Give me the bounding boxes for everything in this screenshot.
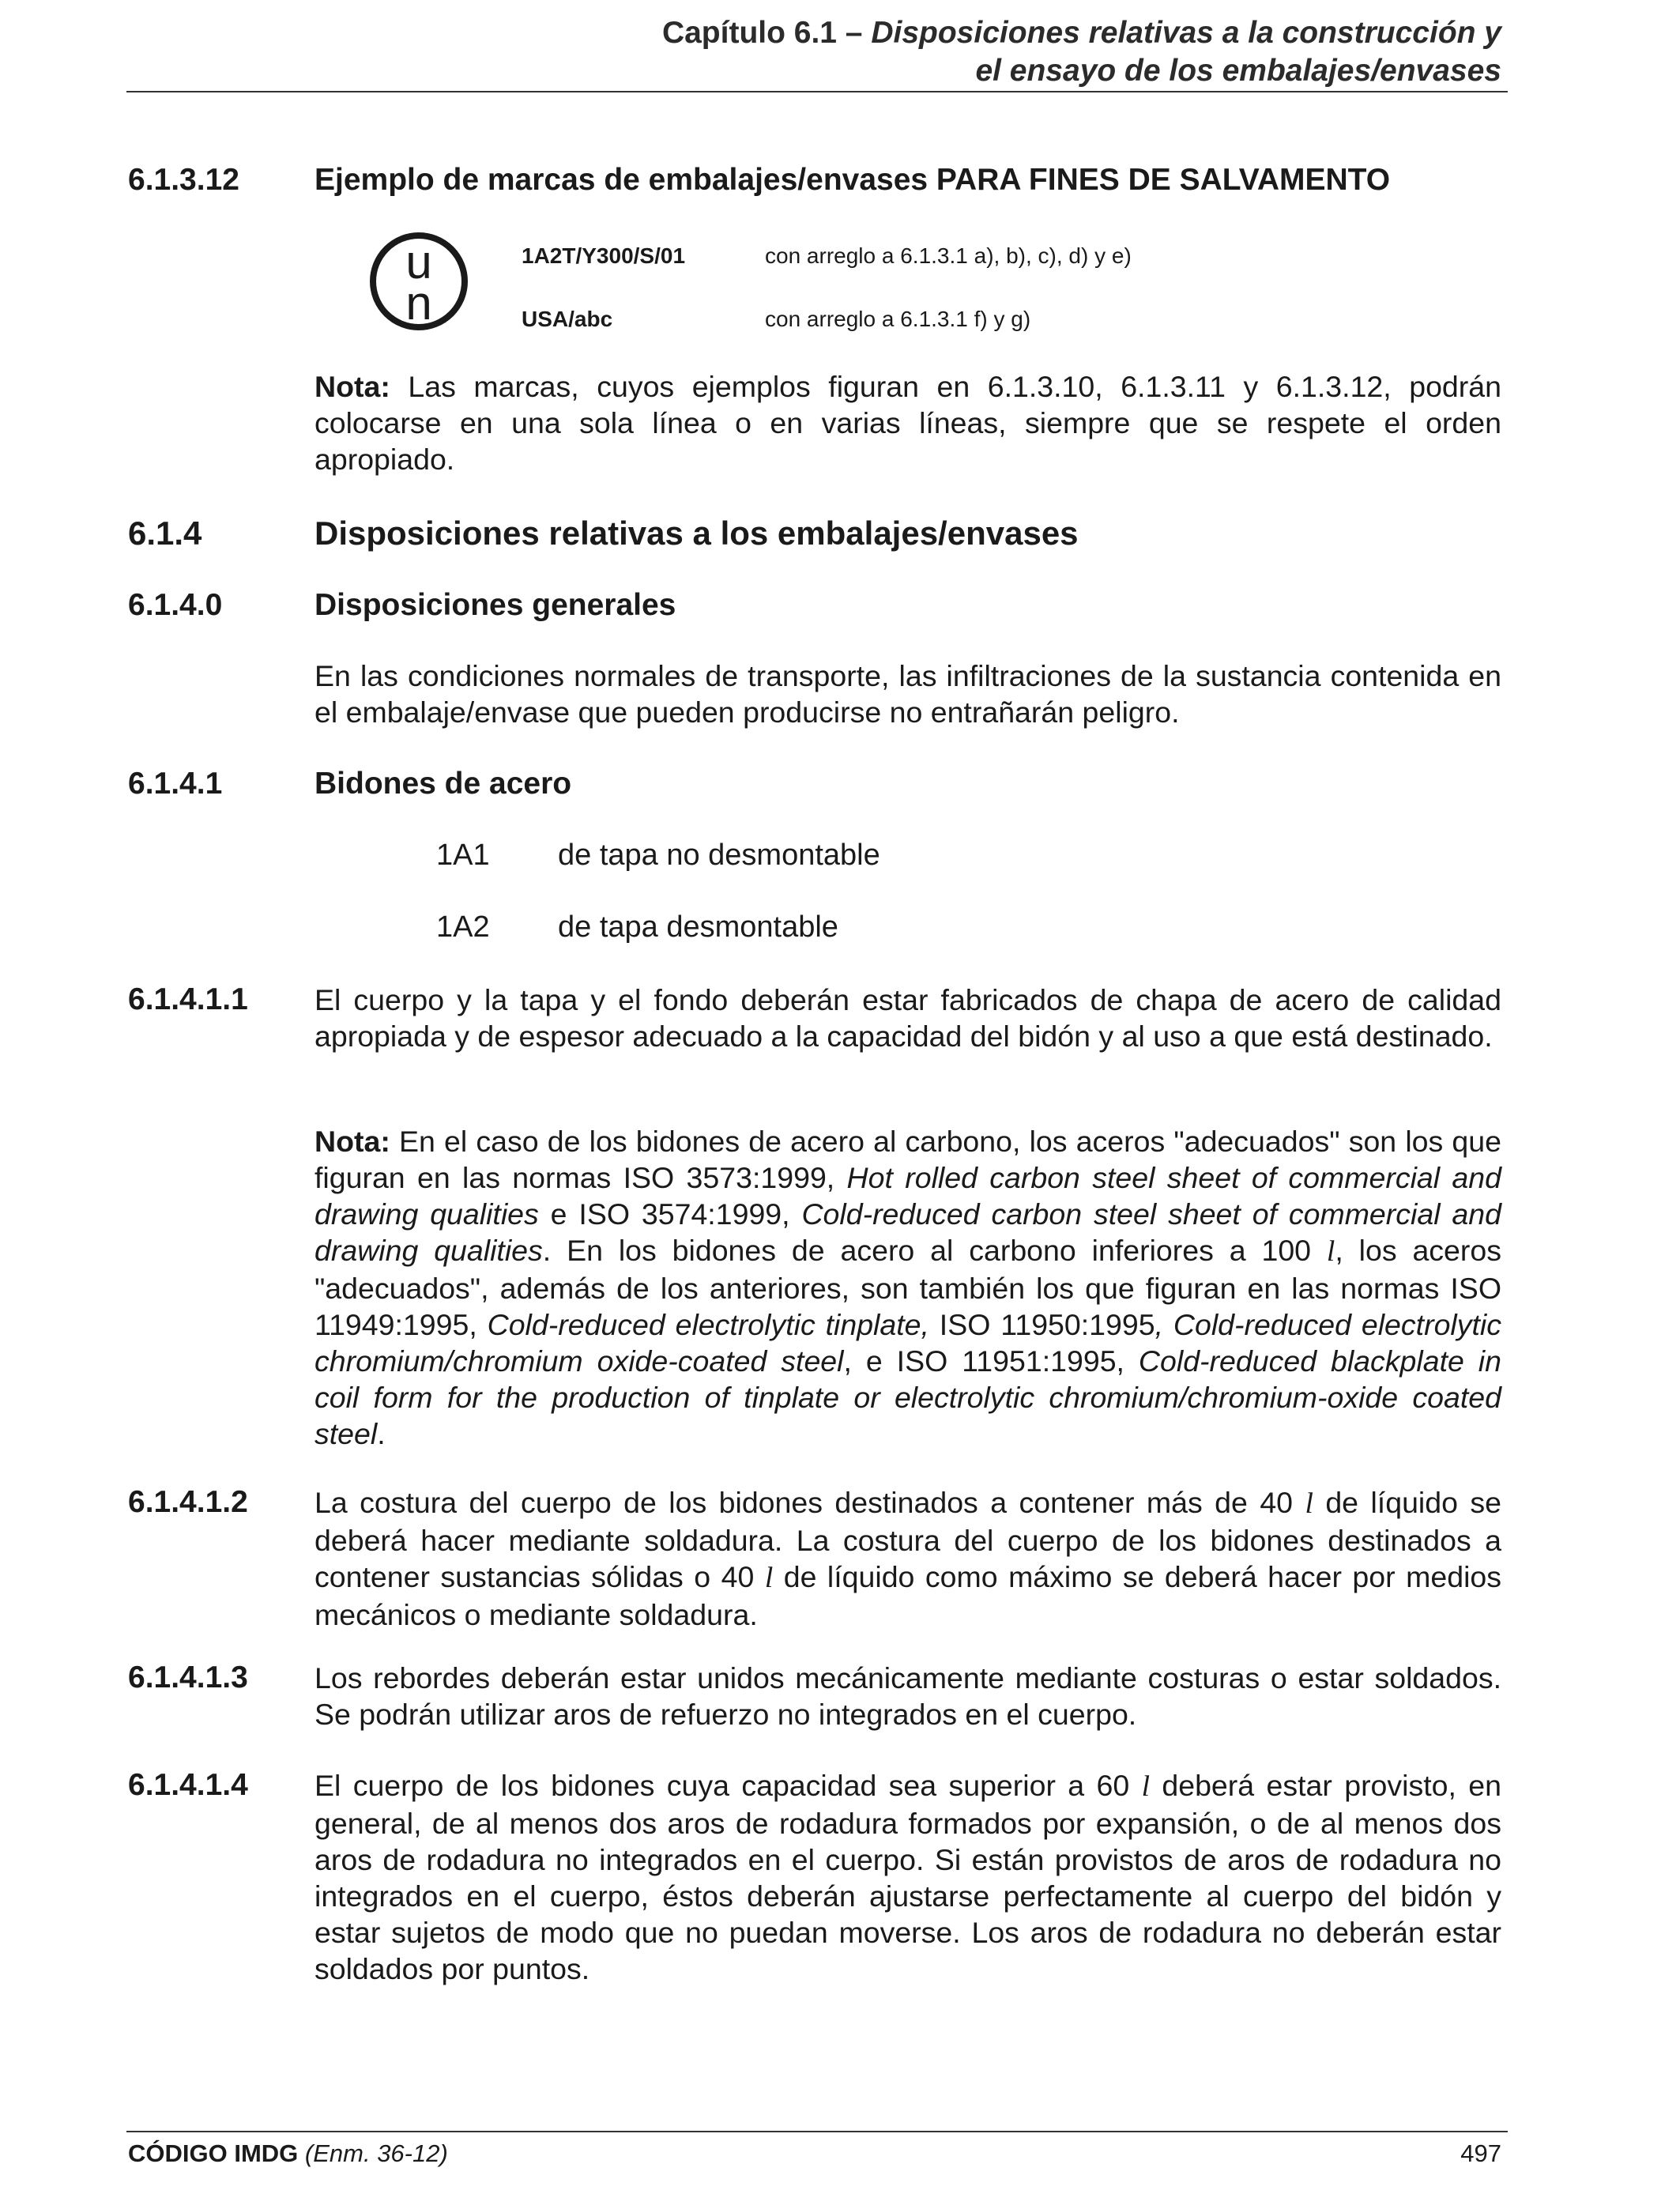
paragraph: Los rebordes deberán estar unidos mecánicamente mediante costuras o estar soldados. Se podrán utilizar aros de refuerzo no integrados en el cuerpo.	[315, 1661, 1501, 1731]
paragraph: El cuerpo y la tapa y el fondo deberán estar fabricados de chapa de acero de calidad apropiada y de espesor adecuado a la capacidad del bidón y al uso a que está destinado.	[315, 983, 1501, 1053]
section-title: Ejemplo de marcas de embalajes/envases PARA FINES DE SALVAMENTO	[315, 163, 1391, 197]
drum-type-description: de tapa desmontable	[558, 910, 838, 944]
section-number: 6.1.4.0	[128, 588, 223, 622]
footer-source: CÓDIGO IMDG (Enm. 36-12)	[128, 2139, 448, 2167]
mark-code: 1A2T/Y300/S/01	[522, 243, 686, 268]
paragraph: En las condiciones normales de transporte, las infiltraciones de la sustancia contenida en el embalaje/envase que pueden producirse no entrañarán peligro.	[315, 659, 1501, 729]
section-number: 6.1.4.1.2	[128, 1485, 248, 1519]
drum-type-code: 1A2	[436, 910, 490, 944]
running-header	[662, 14, 1501, 90]
header-rule	[126, 91, 1508, 92]
section-number: 6.1.4	[128, 515, 202, 552]
section-title: Disposiciones generales	[315, 588, 676, 622]
section-number: 6.1.4.1.4	[128, 1768, 248, 1802]
header-line-1: Capítulo 6.1 – Disposiciones relativas a la construcción y	[661, 16, 1501, 50]
header-line-2: el ensayo de los embalajes/envases	[975, 54, 1501, 88]
un-symbol-upper-letter: u	[405, 236, 432, 288]
paragraph: La costura del cuerpo de los bidones destinados a contener más de 40 l de líquido se deberá hacer mediante soldadura. La costura del cuerpo de los bidones destinados a contener sustancias sólidas o 40 l de líquido como máximo se deberá hacer por medios mecánicos o mediante soldadura.	[315, 1486, 1502, 1631]
un-symbol-lower-letter: n	[405, 277, 432, 330]
note-paragraph: Nota: Las marcas, cuyos ejemplos figuran en 6.1.3.10, 6.1.3.11 y 6.1.3.12, podrán colocarse en una sola línea o en varias líneas, siempre que se respete el orden apropiado.	[315, 370, 1501, 476]
mark-code: USA/abc	[522, 307, 613, 331]
section-title: Disposiciones relativas a los embalajes/envases	[315, 515, 1079, 552]
drum-type-description: de tapa no desmontable	[558, 839, 880, 872]
mark-description: con arreglo a 6.1.3.1 a), b), c), d) y e)	[765, 243, 1132, 268]
section-number: 6.1.4.1.3	[128, 1661, 248, 1695]
section-number: 6.1.4.1.1	[128, 982, 248, 1016]
page-number: 497	[1460, 2139, 1501, 2167]
mark-description: con arreglo a 6.1.3.1 f) y g)	[765, 307, 1031, 331]
section-number: 6.1.4.1	[128, 767, 223, 801]
note-paragraph: Nota: En el caso de los bidones de acero al carbono, los aceros "adecuados" son los que figuran en las normas ISO 3573:1999, Hot rolled carbon steel sheet of commercial and drawing qualities e ISO 3574:1999, Cold-reduced carbon steel sheet of commercial and drawing qualities. En los bidones de acero al carbono inferiores a 100 l, los aceros "adecuados", además de los anteriores, son también los que figuran en las normas ISO 11949:1995, Cold-reduced electrolytic tinplate, ISO 11950:1995, Cold-reduced electrolytic chromium/chromium oxide-coated steel, e ISO 11951:1995, Cold-reduced blackplate in coil form for the production of tinplate or electrolytic chromium/chromium-oxide coated steel.	[315, 1125, 1502, 1450]
section-number: 6.1.3.12	[128, 163, 239, 197]
footer-rule	[126, 2131, 1508, 2132]
drum-type-code: 1A1	[436, 839, 490, 872]
section-title: Bidones de acero	[315, 767, 572, 801]
paragraph: El cuerpo de los bidones cuya capacidad sea superior a 60 l deberá estar provisto, en general, de al menos dos aros de rodadura formados por expansión, o de al menos dos aros de rodadura no integrados en el cuerpo. Si están provistos de aros de rodadura no integrados en el cuerpo, éstos deberán ajustarse perfectamente al cuerpo del bidón y estar sujetos de modo que no puedan moverse. Los aros de rodadura no deberán estar soldados por puntos.	[315, 1769, 1501, 1985]
un-packaging-symbol-icon	[368, 231, 469, 332]
